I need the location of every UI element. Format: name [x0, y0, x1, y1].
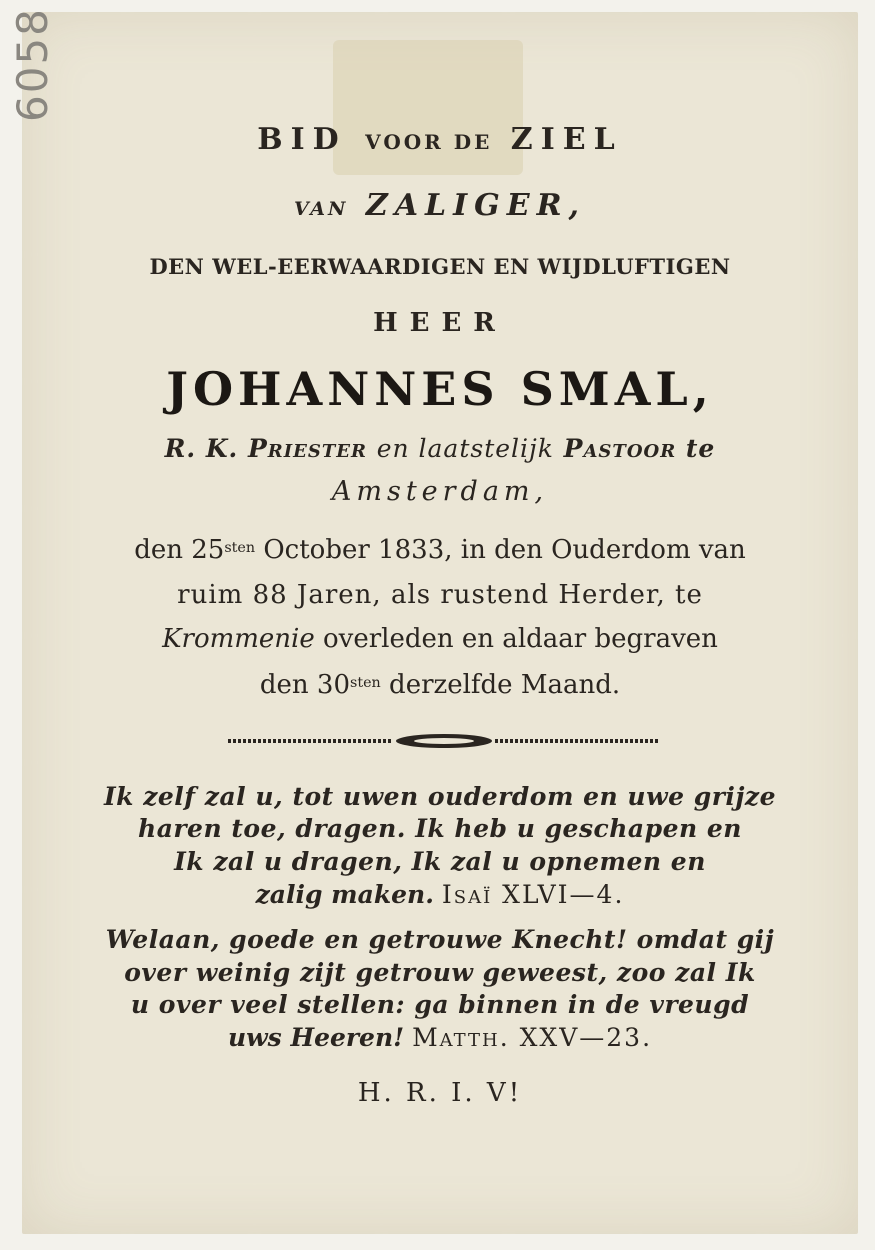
verse-2-tail: uws Heeren! [227, 1023, 405, 1052]
ornament-divider [228, 731, 660, 751]
verse-1-line-1: Ik zelf zal u, tot uwen ouderdom en uwe grijze [103, 782, 777, 811]
verse-1-reference: Isaï XLVI—4. [441, 880, 625, 909]
burial-date-rest: derzelfde Maand. [389, 670, 621, 700]
title-te: te [685, 434, 716, 463]
heading-zaliger: ZALIGER, [365, 188, 586, 223]
burial-date-prefix: den 30 [259, 670, 351, 700]
heading-van: VAN [293, 198, 349, 220]
heading-line-1 [22, 122, 858, 157]
verse-2-line-2: over weinig zijt getrouw geweest, zoo zal Ik [124, 958, 756, 987]
verse-1-line-2: haren toe, dragen. Ik heb u geschapen en [138, 814, 742, 843]
burial-date-sup: sten [350, 674, 381, 691]
place: Amsterdam, [331, 476, 549, 507]
deceased-name: JOHANNES SMAL, [166, 362, 714, 416]
title-en-laatstelijk: en laatstelijk [376, 434, 554, 463]
inventory-number: 6058 [8, 7, 57, 122]
heading-line-2 [22, 188, 858, 223]
title-line [22, 434, 858, 463]
death-line-2: ruim 88 Jaren, als rustend Herder, te [177, 580, 703, 610]
title-pastoor: Pastoor [563, 434, 677, 463]
death-date-prefix: den 25 [134, 535, 225, 565]
heading-heer: HEER [373, 308, 507, 338]
heading-bid: BID [257, 122, 347, 157]
verse-2-line-4 [22, 1023, 858, 1052]
verse-2-reference: Matth. XXV—23. [412, 1023, 653, 1052]
death-date-sup: sten [224, 539, 256, 556]
verse-1-line-3: Ik zal u dragen, Ik zal u opnemen en [174, 847, 706, 876]
closing-abbreviation: H. R. I. V! [357, 1078, 523, 1108]
heading-line-3: DEN WEL-EERWAARDIGEN EN WIJDLUFTIGEN [149, 254, 731, 279]
title-priester: Priester [247, 434, 367, 463]
verse-1-tail: zalig maken. [255, 880, 434, 909]
death-line-1 [22, 535, 858, 565]
heading-voor-de: VOOR DE [365, 130, 493, 154]
death-date-rest: October 1833, in den Ouderdom van [263, 535, 746, 565]
verse-1-line-4 [22, 880, 858, 909]
death-line-4 [22, 670, 858, 700]
death-place: Krommenie [162, 624, 315, 654]
title-rk: R. K. [164, 434, 239, 463]
death-place-rest: overleden en aldaar begraven [323, 624, 718, 654]
verse-2-line-3: u over veel stellen: ga binnen in de vreugd [130, 990, 750, 1019]
heading-ziel: ZIEL [510, 122, 623, 157]
verse-2-line-1: Welaan, goede en getrouwe Knecht! omdat gij [105, 925, 775, 954]
death-line-3 [22, 624, 858, 654]
